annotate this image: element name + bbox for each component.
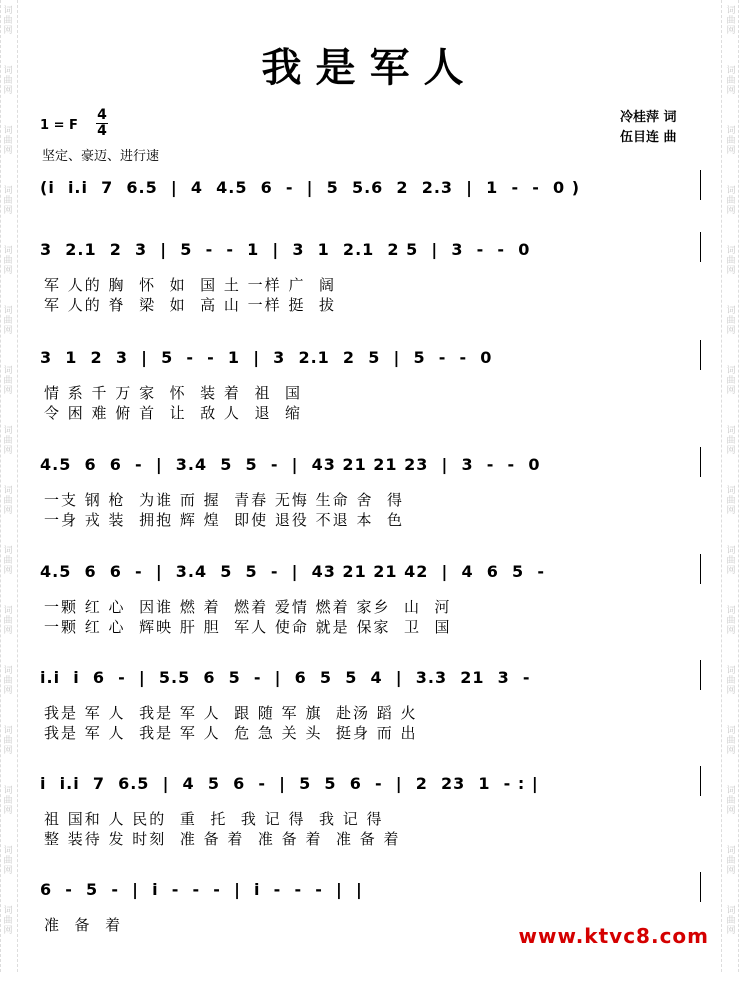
lyric-line-1: 军 人的 胸 怀 如 国 土 一样 广 阔 (44, 276, 336, 294)
barline (700, 232, 701, 262)
key-signature (40, 118, 78, 133)
lyric-line-2: 一颗 红 心 辉映 肝 胆 军人 使命 就是 保家 卫 国 (44, 618, 452, 636)
watermark-text: 词 曲 网 (3, 306, 13, 336)
watermark-text: 词 曲 网 (726, 306, 736, 336)
score-row (0, 772, 739, 882)
watermark-text: 词 曲 网 (3, 126, 13, 156)
watermark-text: 词 曲 网 (726, 246, 736, 276)
time-numerator: 4 (97, 107, 107, 123)
lyric-line-1: 一颗 红 心 因谁 燃 着 燃着 爱情 燃着 家乡 山 河 (44, 598, 452, 616)
watermark-text: 词 曲 网 (3, 486, 13, 516)
watermark-text: 词 曲 网 (726, 786, 736, 816)
time-denominator: 4 (97, 123, 107, 139)
notation-line: i.i i 6 - | 5.5 6 5 - | 6 5 5 4 | 3.3 21 3 - (40, 668, 531, 687)
watermark-text: 词 曲 网 (3, 606, 13, 636)
key-text: 1 = F (40, 118, 78, 133)
score-row (0, 238, 739, 348)
watermark-text: 词 曲 网 (726, 666, 736, 696)
notation-line: i i.i 7 6.5 | 4 5 6 - | 5 5 6 - | 2 23 1 - : | (40, 774, 546, 793)
barline (700, 766, 701, 796)
watermark-text: 词 曲 网 (3, 786, 13, 816)
watermark-text: 词 曲 网 (3, 666, 13, 696)
lyric-line-1: 一支 钢 枪 为谁 而 握 青春 无悔 生命 舍 得 (44, 491, 404, 509)
watermark-text: 词 曲 网 (3, 366, 13, 396)
watermark-text: 词 曲 网 (3, 6, 13, 36)
lyric-line-1: 祖 国和 人 民的 重 托 我 记 得 我 记 得 (44, 810, 384, 828)
lyricist-credit: 冷桂萍 词 (620, 110, 677, 125)
watermark-text: 词 曲 网 (3, 186, 13, 216)
watermark-text: 词 曲 网 (3, 246, 13, 276)
watermark-text: 词 曲 网 (726, 66, 736, 96)
watermark-text: 词 曲 网 (3, 726, 13, 756)
score-row (0, 346, 739, 456)
watermark-text: 词 曲 网 (726, 126, 736, 156)
notation-line: 3 1 2 3 | 5 - - 1 | 3 2.1 2 5 | 5 - - 0 (40, 348, 493, 367)
tempo-marking: 坚定、豪迈、进行速 (42, 149, 160, 164)
watermark-text: 词 曲 网 (3, 426, 13, 456)
watermark-text: 词 曲 网 (3, 546, 13, 576)
lyric-line-1: 准 备 着 (44, 916, 123, 934)
lyric-line-2: 整 装待 发 时刻 准 备 着 准 备 着 准 备 着 (44, 830, 401, 848)
notation-line: 4.5 6 6 - | 3.4 5 5 - | 43 21 21 42 | 4 6 5 - (40, 562, 545, 581)
barline (700, 447, 701, 477)
notation-line: (i i.i 7 6.5 | 4 4.5 6 - | 5 5.6 2 2.3 | 1 - - 0 ) (40, 178, 581, 197)
barline (700, 660, 701, 690)
barline (700, 872, 701, 902)
watermark-text: 词 曲 网 (726, 606, 736, 636)
song-title: 我是军人 (261, 45, 478, 91)
lyric-line-2: 令 困 难 俯 首 让 敌 人 退 缩 (44, 404, 302, 422)
barline (700, 554, 701, 584)
notation-line: 3 2.1 2 3 | 5 - - 1 | 3 1 2.1 2 5 | 3 - - 0 (40, 240, 531, 259)
lyric-line-2: 军 人的 脊 梁 如 高 山 一样 挺 拔 (44, 296, 336, 314)
watermark-text: 词 曲 网 (726, 6, 736, 36)
lyric-line-1: 我是 军 人 我是 军 人 跟 随 军 旗 赴汤 蹈 火 (44, 704, 418, 722)
barline (700, 170, 701, 200)
watermark-text: 词 曲 网 (726, 726, 736, 756)
time-signature (96, 108, 108, 139)
watermark-text: 词 曲 网 (726, 366, 736, 396)
barline (700, 340, 701, 370)
watermark-text: 词 曲 网 (3, 906, 13, 936)
watermark-text: 词 曲 网 (726, 486, 736, 516)
watermark-text: 词 曲 网 (3, 846, 13, 876)
watermark-text: 词 曲 网 (3, 66, 13, 96)
watermark-text: 词 曲 网 (726, 846, 736, 876)
score-row (0, 560, 739, 670)
lyric-line-2: 我是 军 人 我是 军 人 危 急 关 头 挺身 而 出 (44, 724, 418, 742)
watermark-text: 词 曲 网 (726, 546, 736, 576)
score-row (0, 666, 739, 776)
watermark-text: 词 曲 网 (726, 906, 736, 936)
score-row (0, 453, 739, 563)
watermark-text: 词 曲 网 (726, 426, 736, 456)
composer-credit: 伍目连 曲 (620, 130, 677, 145)
notation-line: 4.5 6 6 - | 3.4 5 5 - | 43 21 21 23 | 3 - - 0 (40, 455, 541, 474)
notation-line: 6 - 5 - | i - - - | i - - - | | (40, 880, 370, 899)
lyric-line-2: 一身 戎 装 拥抱 辉 煌 即使 退役 不退 本 色 (44, 511, 404, 529)
site-logo: www.ktvc8.com (518, 924, 709, 948)
watermark-text: 词 曲 网 (726, 186, 736, 216)
lyric-line-1: 情 系 千 万 家 怀 装 着 祖 国 (44, 384, 302, 402)
